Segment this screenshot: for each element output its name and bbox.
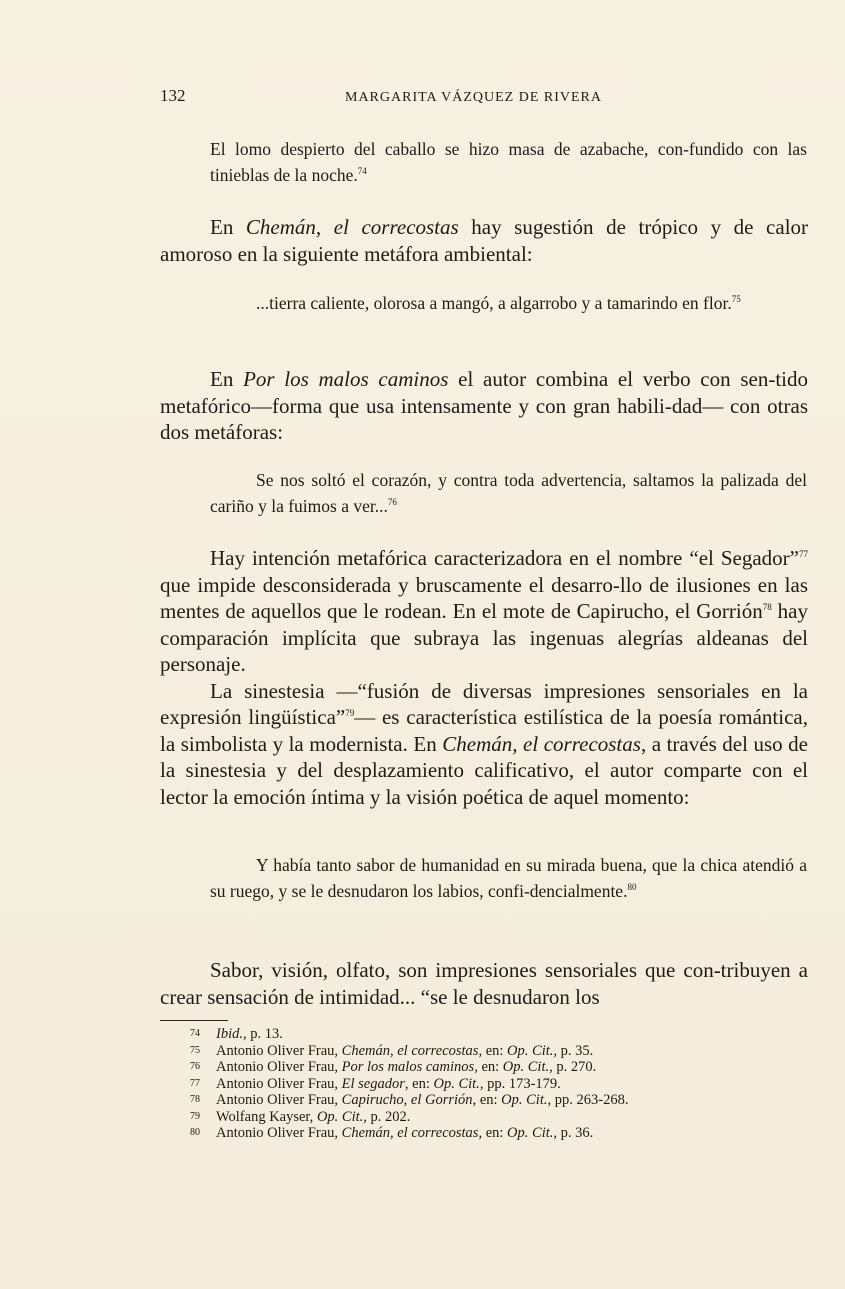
quote-text: El lomo despierto del caballo se hizo masa de azabache, con-fundido con las tinieblas de la noche. (210, 139, 807, 185)
quote-text: ...tierra caliente, olorosa a mangó, a algarrobo y a tamarindo en flor. (256, 293, 732, 313)
footnote-78: 78 Antonio Oliver Frau, Capirucho, el Gorrión, en: Op. Cit., pp. 263-268. (190, 1092, 629, 1108)
footnote-75: 75 Antonio Oliver Frau, Chemán, el correcostas, en: Op. Cit., p. 35. (190, 1042, 594, 1059)
paragraph-text: La sinestesia —“fusión de diversas impresiones sensoriales en la expresión lingüística” (160, 678, 808, 729)
footnote-ref: 76 (387, 497, 397, 508)
footnote-79: 79 Wolfang Kayser, Op. Cit., p. 202. (190, 1108, 411, 1125)
quote-block-74 (210, 136, 807, 188)
footnote-80: 80 Antonio Oliver Frau, Chemán, el correcostas, en: Op. Cit., p. 36. (190, 1125, 594, 1141)
paragraph-text: En (210, 215, 246, 239)
footnote-number: 77 (190, 1077, 200, 1089)
page-header (160, 86, 810, 112)
quote-block-76 (210, 467, 807, 519)
footnote-number: 75 (190, 1044, 200, 1056)
work-title: Chemán, el correcostas (245, 215, 459, 239)
paragraph-text: hay comparación implícita que subraya las ingenuas alegrías aldeanas del personaje. (160, 599, 808, 676)
paragraph-text: el autor combina el verbo con sen-tido metafórico—forma que usa intensamente y con gran habili-dad— con otras dos metáforas: (160, 367, 809, 444)
footnotes (190, 1026, 810, 1142)
paragraph-text: Hay intención metafórica caracterizadora en el nombre “el Segador” (210, 546, 799, 570)
footnote-ref: 75 (731, 294, 741, 305)
footnote-number: 74 (190, 1028, 200, 1039)
paragraph-text: Sabor, visión, olfato, son impresiones sensoriales que con-tribuyen a crear sensación de intimidad... “se le desnudaron los (160, 958, 808, 1009)
work-title: Por los malos caminos (243, 367, 449, 391)
paragraph-2 (160, 366, 808, 446)
paragraph-text: , a través del uso de la sinestesia y del desplazamiento calificativo, el autor comparte con el lector la emoción íntima y la visión poética de aquel momento: (160, 731, 808, 809)
page-number: 132 (160, 86, 186, 105)
quote-block-80 (210, 852, 807, 904)
footnote-number: 79 (190, 1110, 200, 1122)
running-title: MARGARITA VÁZQUEZ DE RIVERA (345, 90, 603, 105)
footnote-76: 76 Antonio Oliver Frau, Por los malos caminos, en: Op. Cit., p. 270. (190, 1059, 597, 1075)
paragraph-text: que impide desconsiderada y bruscamente el desarro-llo de ilusiones en las mentes de aquellos que le rodean. En el mote de Capirucho, el Gorrión (160, 572, 808, 623)
work-title: Chemán, el correcostas (442, 731, 641, 756)
footnote-ref: 77 (799, 549, 808, 559)
paragraph-text: — es característica estilística de la poesía romántica, la simbolista y la modernista. En (160, 705, 808, 756)
paragraph-text: hay sugestión de trópico y de calor amoroso en la siguiente metáfora ambiental: (160, 215, 809, 266)
paragraph-5 (160, 957, 808, 1010)
footnote-ref: 79 (345, 708, 355, 718)
quote-text: Se nos soltó el corazón, y contra toda advertencia, saltamos la palizada del cariño y la fuimos a ver... (210, 470, 807, 516)
footnote-ref: 78 (762, 602, 772, 612)
footnote-number: 76 (190, 1061, 200, 1072)
quote-block-75 (210, 290, 807, 316)
footnote-ref: 80 (627, 882, 637, 893)
quote-text: Y había tanto sabor de humanidad en su mirada buena, que la chica atendió a su ruego, y se le desnudaron los labios, confi-dencialmente. (210, 855, 807, 901)
footnote-divider (160, 1020, 228, 1021)
paragraph-1 (160, 214, 808, 267)
paragraph-3 (160, 545, 808, 810)
paragraph-text: En (210, 367, 244, 391)
footnote-number: 80 (190, 1127, 200, 1138)
paragraph-4 (160, 678, 808, 811)
footnote-74: 74 Ibid., p. 13. (190, 1026, 283, 1042)
footnote-77: 77 Antonio Oliver Frau, El segador, en: Op. Cit., pp. 173-179. (190, 1075, 561, 1092)
footnote-ref: 74 (357, 166, 367, 177)
footnote-number: 78 (190, 1094, 200, 1105)
